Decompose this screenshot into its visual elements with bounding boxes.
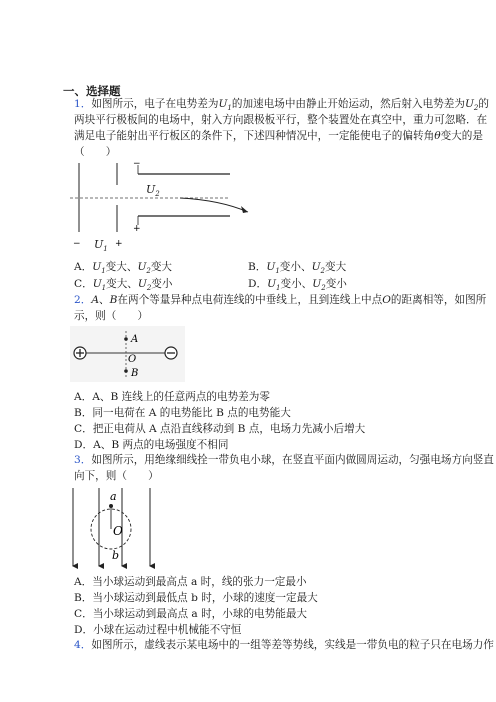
label-b: B <box>131 368 139 379</box>
q3-option-b[interactable]: B．当小球运动到最低点 b 时，小球的速度一定最大 <box>74 592 318 604</box>
q2-option-a[interactable]: A．A、B 连线上的任意两点的电势差为零 <box>74 391 270 403</box>
q1-number: 1． <box>74 98 92 110</box>
q3-line-2: 向下，则（ ） <box>74 470 159 482</box>
q2-option-c[interactable]: C．把正电荷从 A 点沿直线移动到 B 点，电场力先减小后增大 <box>74 423 366 435</box>
q1-line-3: 满足电子能射出平行板区的条件下，下述四种情况中，一定能使电子的偏转角θ变大的是 <box>74 130 483 142</box>
q2-number: 2． <box>74 294 92 306</box>
minus-left: − <box>73 239 81 249</box>
q2-line-1: 2．A、B在两个等量异种点电荷连线的中垂线上，且到连线上中点O的距离相等，如图所 <box>74 294 487 306</box>
arrow-head-icon <box>241 206 248 213</box>
point-a <box>124 337 128 341</box>
q2-line-2: 示，则（ ） <box>74 310 149 322</box>
q1-option-d[interactable]: D．$U_1$变小、$U_2$变小 <box>248 278 347 293</box>
plus-bottom: + <box>133 224 141 234</box>
theta-symbol: θ <box>434 130 441 142</box>
label-a: A <box>131 334 139 345</box>
q2-option-b[interactable]: B．同一电荷在 A 的电势能比 B 点的电势能大 <box>74 407 291 419</box>
electron-path <box>180 198 248 212</box>
u2-symbol: $U_2$ <box>464 98 479 113</box>
q2-figure <box>70 326 185 382</box>
q1-option-a[interactable]: A．$U_1$变大、$U_2$变大 <box>74 261 173 276</box>
q3-figure <box>66 486 162 572</box>
q4-number: 4． <box>74 639 92 651</box>
fig-u1-label: $U_1$ <box>94 238 108 254</box>
u1-symbol: $U_1$ <box>218 98 232 113</box>
q1-paren: （ ） <box>74 146 117 158</box>
q1-option-b[interactable]: B．$U_1$变小、$U_2$变大 <box>248 261 347 276</box>
label-a: a <box>110 490 117 503</box>
minus-top: − <box>133 160 141 169</box>
q2-option-d[interactable]: D．A、B 两点的电场强度不相同 <box>74 439 229 451</box>
section-title: 一、选择题 <box>63 84 121 98</box>
ball-icon <box>109 504 113 508</box>
label-o: O <box>128 354 137 365</box>
q1-line-1: 1．如图所示，电子在电势差为$U_1$的加速电场中由静止开始运动，然后射入电势差为$U_2$的 <box>74 98 489 113</box>
plus-right: + <box>115 239 123 249</box>
q1-option-c[interactable]: C．$U_1$变大、$U_2$变小 <box>74 278 173 293</box>
label-o: O <box>113 524 123 538</box>
q3-option-d[interactable]: D．小球在运动过程中机械能不守恒 <box>74 624 242 636</box>
point-b <box>124 369 128 373</box>
fig-u2-label: $U_2$ <box>146 183 160 199</box>
q4-line-1: 4．如图所示，虚线表示某电场中的一组等差等势线，实线是一带负电的粒子只在电场力作 <box>74 639 494 651</box>
q3-option-a[interactable]: A．当小球运动到最高点 a 时，线的张力一定最小 <box>74 576 307 588</box>
q3-line-1: 3．如图所示，用绝缘细线拴一带负电小球，在竖直平面内做圆周运动，匀强电场方向竖直 <box>74 454 494 466</box>
q3-number: 3． <box>74 454 92 466</box>
label-b: b <box>112 549 120 562</box>
q3-option-c[interactable]: C．当小球运动到最高点 a 时，小球的电势能最大 <box>74 608 308 620</box>
q1-line-2: 两块平行极板间的电场中，射入方向跟极板平行，整个装置处在真空中，重力可忽略．在 <box>74 114 488 126</box>
